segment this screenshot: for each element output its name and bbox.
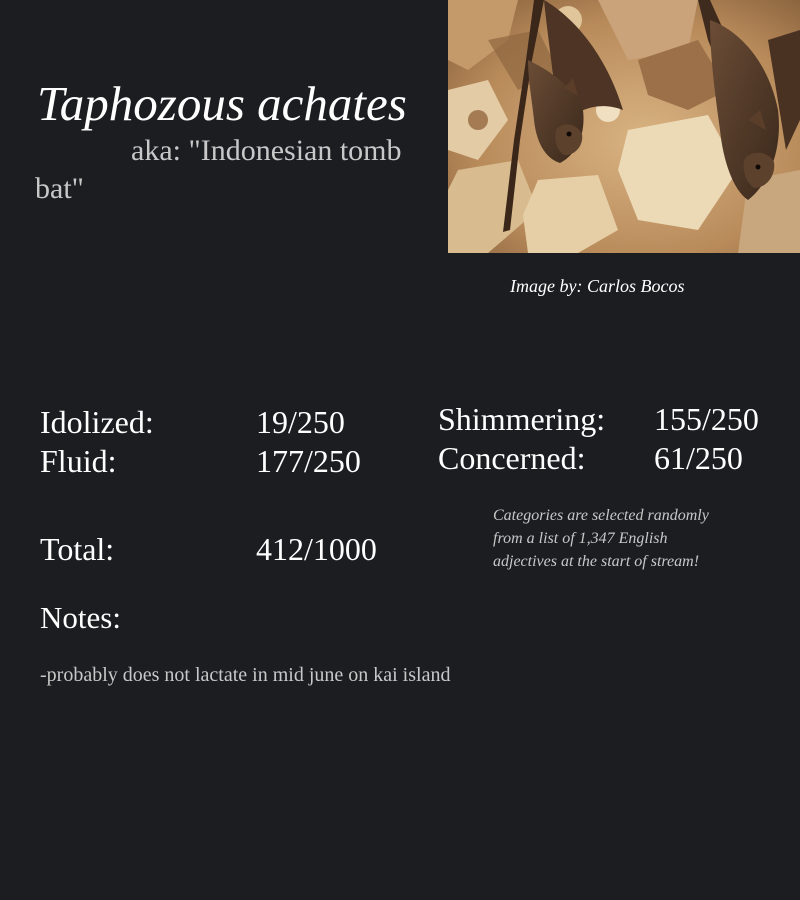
common-name: aka: "Indonesian tomb bat" (35, 134, 402, 205)
stat-label-idolized: Idolized: (40, 404, 154, 440)
stat-value-fluid: 177/250 (256, 443, 361, 479)
total-value: 412/1000 (256, 531, 377, 567)
notes-heading: Notes: (40, 600, 121, 635)
species-name: Taphozous achates (37, 76, 407, 131)
stat-value-shimmering: 155/250 (654, 401, 759, 437)
image-credit: Image by: Carlos Bocos (510, 276, 685, 296)
stat-label-concerned: Concerned: (438, 440, 586, 476)
stat-value-idolized: 19/250 (256, 404, 345, 440)
stat-label-shimmering: Shimmering: (438, 401, 606, 437)
note-item: -probably does not lactate in mid june on kai island (40, 664, 451, 686)
bat-photo (448, 0, 800, 253)
stat-value-concerned: 61/250 (654, 440, 743, 476)
categories-disclaimer: Categories are selected randomly from a list of 1,347 English adjectives at the start of stream! (493, 507, 709, 570)
stat-label-fluid: Fluid: (40, 443, 117, 479)
total-label: Total: (40, 531, 115, 567)
notes-list (40, 664, 450, 687)
